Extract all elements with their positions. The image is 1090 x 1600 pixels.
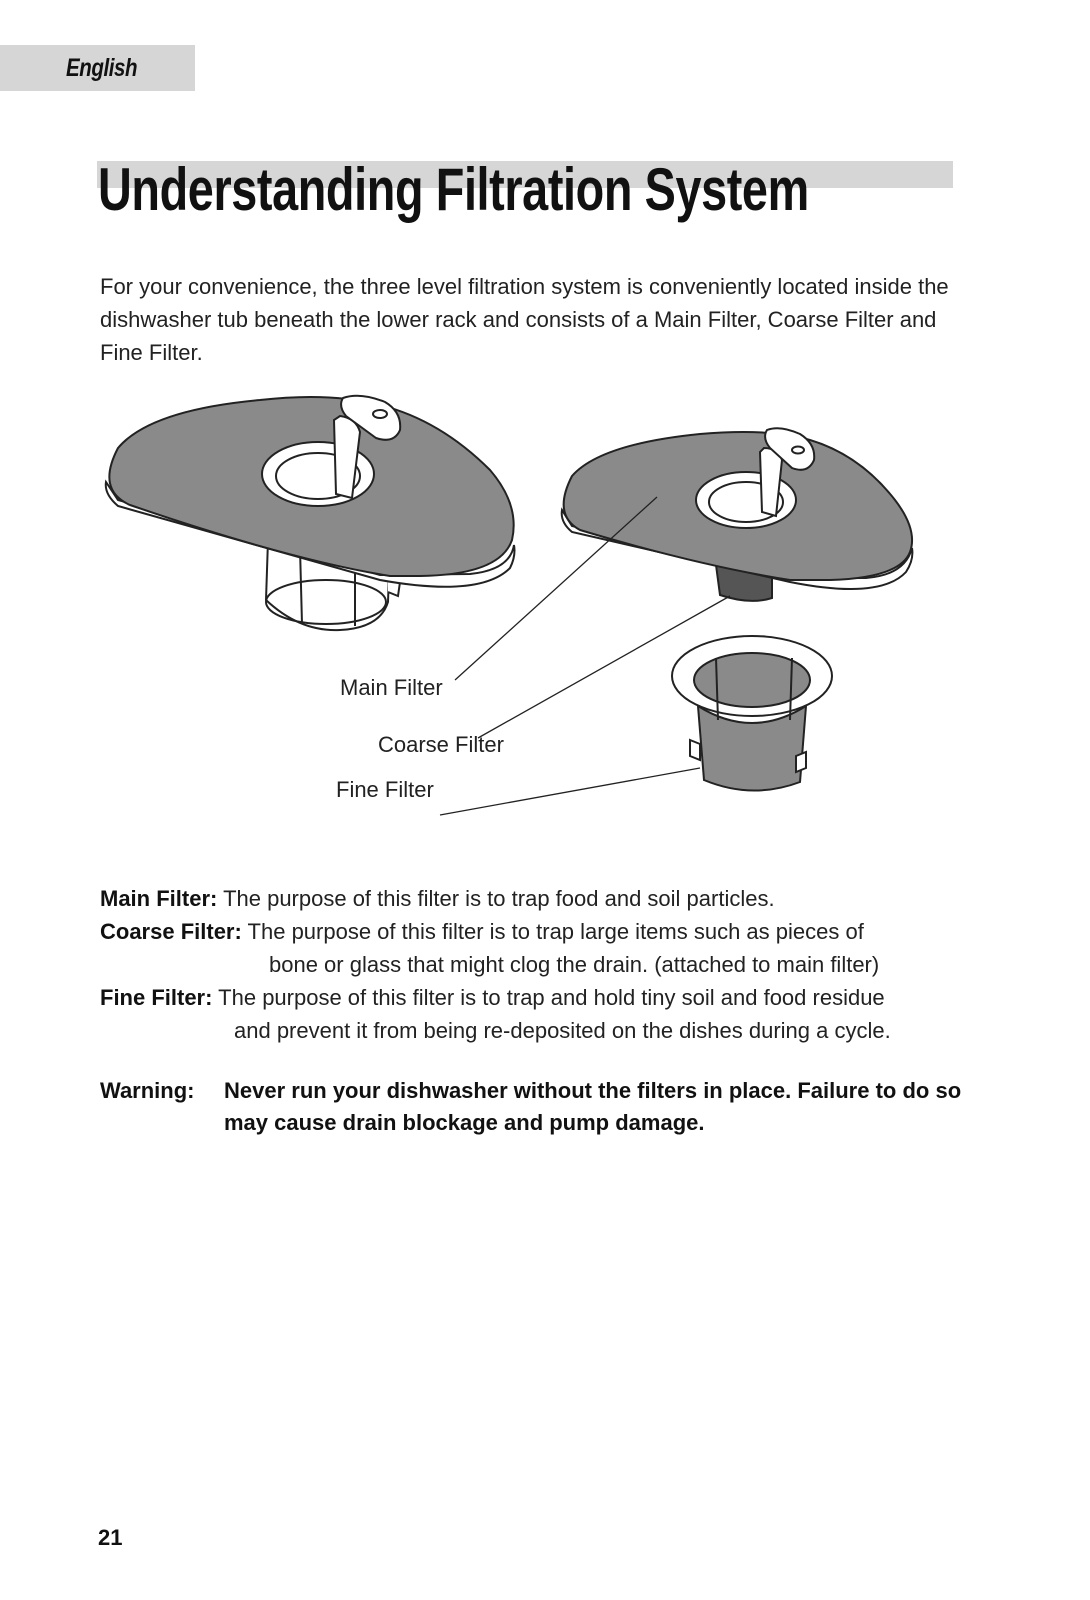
definition-fine-filter	[100, 981, 1000, 1047]
definition-term: Main Filter:	[100, 886, 218, 911]
definition-text: The purpose of this filter is to trap food and soil particles.	[223, 886, 775, 911]
fine-filter-cup	[672, 636, 832, 791]
exploded-main-filter	[562, 428, 913, 601]
intro-paragraph: For your convenience, the three level filtration system is conveniently located inside the dishwasher tub beneath the lower rack and consists of a Main Filter, Coarse Filter and Fine Filter.	[100, 274, 949, 365]
definition-main-filter	[100, 882, 1000, 915]
page-number: 21	[98, 1525, 123, 1550]
filter-illustration	[0, 380, 1090, 840]
definition-text: The purpose of this filter is to trap and hold tiny soil and food residue	[218, 985, 885, 1010]
warning-text: Never run your dishwasher without the filters in place. Failure to do so may cause drain blockage and pump damage.	[224, 1078, 962, 1135]
language-label: English	[66, 54, 138, 82]
definition-text: The purpose of this filter is to trap large items such as pieces of	[247, 919, 864, 944]
filter-definitions	[100, 882, 1000, 1047]
warning-block	[100, 1075, 1000, 1135]
definition-continuation: and prevent it from being re-deposited on the dishes during a cycle.	[234, 1018, 891, 1043]
definition-continuation: bone or glass that might clog the drain. (attached to main filter)	[269, 952, 880, 977]
callout-fine-filter: Fine Filter	[336, 777, 434, 802]
definition-coarse-filter	[100, 915, 1000, 981]
definition-term: Coarse Filter:	[100, 919, 242, 944]
definition-term: Fine Filter:	[100, 985, 213, 1010]
warning-label: Warning:	[100, 1078, 195, 1103]
page-title: Understanding Filtration System	[98, 156, 809, 223]
callout-main-filter: Main Filter	[340, 675, 443, 700]
language-tab	[0, 45, 195, 91]
filter-diagram	[0, 380, 1090, 840]
callout-coarse-filter: Coarse Filter	[378, 732, 504, 757]
assembled-filter	[106, 396, 515, 630]
